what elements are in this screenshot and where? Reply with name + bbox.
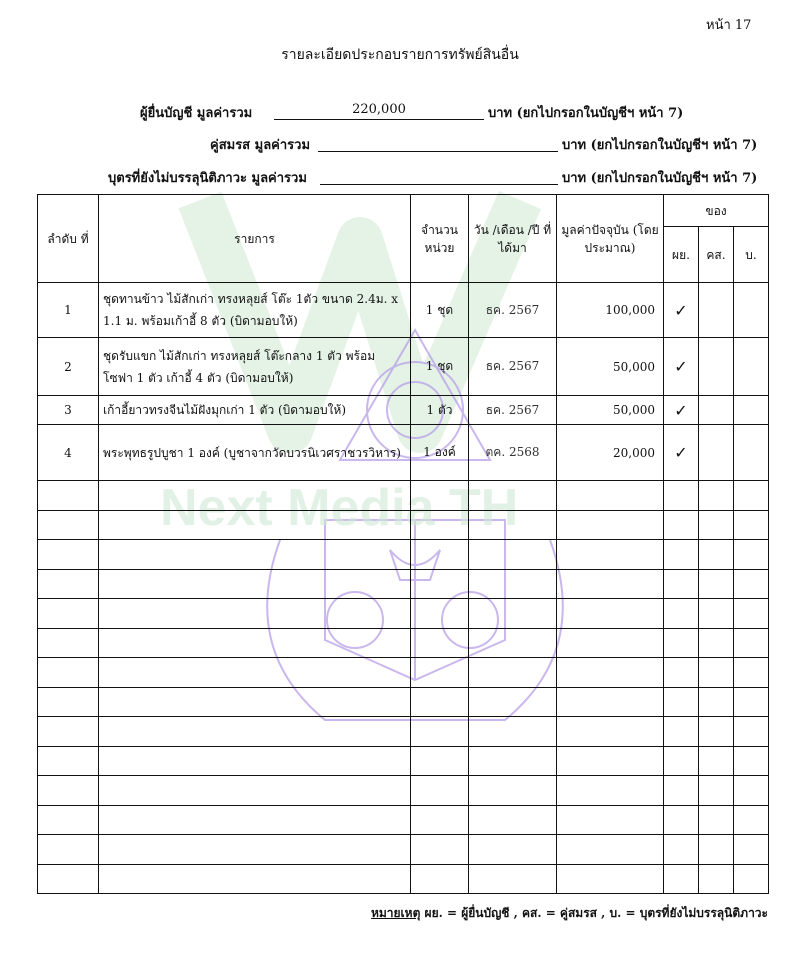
row-date: ธค. 2567 xyxy=(469,396,557,425)
empty-cell xyxy=(699,628,734,658)
empty-cell xyxy=(664,510,699,540)
empty-row xyxy=(38,628,769,658)
empty-cell xyxy=(699,510,734,540)
empty-cell xyxy=(664,746,699,776)
empty-cell xyxy=(699,717,734,747)
empty-cell xyxy=(411,717,469,747)
owner-spouse-cell xyxy=(699,425,734,481)
header-value: มูลค่าปัจจุบัน (โดยประมาณ) xyxy=(557,195,664,283)
row-no: 2 xyxy=(38,338,99,396)
empty-cell xyxy=(99,835,411,865)
empty-cell xyxy=(699,658,734,688)
empty-row xyxy=(38,481,769,511)
row-date: ตค. 2568 xyxy=(469,425,557,481)
row-no: 4 xyxy=(38,425,99,481)
empty-cell xyxy=(411,569,469,599)
row-no: 1 xyxy=(38,283,99,338)
empty-cell xyxy=(38,746,99,776)
document-title: รายละเอียดประกอบรายการทรัพย์สินอื่น xyxy=(281,47,519,63)
empty-cell xyxy=(411,864,469,894)
row-item: เก้าอี้ยาวทรงจีนไม้ฝังมุกเก่า 1 ตัว (บิดามอบให้) xyxy=(99,396,411,425)
empty-cell xyxy=(664,717,699,747)
empty-cell xyxy=(664,569,699,599)
empty-cell xyxy=(99,481,411,511)
empty-cell xyxy=(557,717,664,747)
empty-cell xyxy=(38,658,99,688)
empty-cell xyxy=(699,540,734,570)
empty-cell xyxy=(734,864,769,894)
table-row xyxy=(38,425,769,481)
empty-row xyxy=(38,687,769,717)
empty-cell xyxy=(699,864,734,894)
empty-cell xyxy=(411,628,469,658)
empty-row xyxy=(38,599,769,629)
empty-cell xyxy=(411,510,469,540)
empty-cell xyxy=(411,746,469,776)
empty-cell xyxy=(557,805,664,835)
empty-cell xyxy=(557,658,664,688)
empty-row xyxy=(38,864,769,894)
empty-cell xyxy=(411,658,469,688)
empty-cell xyxy=(734,746,769,776)
check-icon: ✓ xyxy=(664,425,699,481)
empty-cell xyxy=(664,687,699,717)
owner-child-cell xyxy=(734,425,769,481)
owner-spouse-cell xyxy=(699,338,734,396)
empty-cell xyxy=(38,717,99,747)
empty-row xyxy=(38,776,769,806)
empty-cell xyxy=(99,805,411,835)
empty-cell xyxy=(557,540,664,570)
fill-line xyxy=(320,184,558,185)
empty-cell xyxy=(557,599,664,629)
row-date: ธค. 2567 xyxy=(469,338,557,396)
empty-cell xyxy=(734,569,769,599)
empty-cell xyxy=(469,776,557,806)
owner-spouse-cell xyxy=(699,283,734,338)
owner-child-cell xyxy=(734,283,769,338)
footnote xyxy=(371,904,768,923)
row-no: 3 xyxy=(38,396,99,425)
empty-row xyxy=(38,569,769,599)
empty-row xyxy=(38,746,769,776)
empty-cell xyxy=(411,481,469,511)
spouse-total-unit: บาท (ยกไปกรอกในบัญชีฯ หน้า 7) xyxy=(562,138,758,153)
empty-cell xyxy=(99,628,411,658)
empty-cell xyxy=(699,481,734,511)
empty-cell xyxy=(469,540,557,570)
empty-cell xyxy=(664,805,699,835)
empty-row xyxy=(38,805,769,835)
declarant-total-value: 220,000 xyxy=(352,102,406,117)
empty-cell xyxy=(734,540,769,570)
empty-cell xyxy=(664,481,699,511)
empty-cell xyxy=(38,628,99,658)
header-date: วัน /เดือน /ปี ที่ได้มา xyxy=(469,195,557,283)
row-item: ชุดรับแขก ไม้สักเก่า ทรงหลุยส์ โต๊ะกลาง 1 ตัว พร้อม โซฟา 1 ตัว เก้าอี้ 4 ตัว (บิดามอบให้) xyxy=(99,338,411,396)
check-icon: ✓ xyxy=(664,338,699,396)
empty-cell xyxy=(557,687,664,717)
empty-cell xyxy=(734,599,769,629)
row-qty: 1 ชุด xyxy=(411,283,469,338)
asset-table xyxy=(37,194,769,894)
empty-cell xyxy=(469,481,557,511)
empty-cell xyxy=(557,835,664,865)
empty-cell xyxy=(99,658,411,688)
declarant-total-unit: บาท (ยกไปกรอกในบัญชีฯ หน้า 7) xyxy=(488,106,684,121)
empty-cell xyxy=(557,746,664,776)
empty-cell xyxy=(734,776,769,806)
empty-cell xyxy=(411,776,469,806)
empty-cell xyxy=(38,805,99,835)
header-owner: ของ xyxy=(664,195,769,227)
empty-cell xyxy=(664,776,699,806)
empty-cell xyxy=(38,481,99,511)
row-qty: 1 องค์ xyxy=(411,425,469,481)
empty-cell xyxy=(699,776,734,806)
empty-row xyxy=(38,717,769,747)
check-icon: ✓ xyxy=(664,396,699,425)
empty-cell xyxy=(664,658,699,688)
empty-cell xyxy=(469,628,557,658)
empty-cell xyxy=(469,658,557,688)
empty-cell xyxy=(469,746,557,776)
empty-cell xyxy=(38,510,99,540)
empty-cell xyxy=(99,864,411,894)
empty-cell xyxy=(38,540,99,570)
table-row xyxy=(38,338,769,396)
row-value: 100,000 xyxy=(557,283,664,338)
spouse-total-label: คู่สมรส มูลค่ารวม xyxy=(210,138,311,153)
empty-cell xyxy=(469,805,557,835)
empty-cell xyxy=(469,687,557,717)
empty-cell xyxy=(99,687,411,717)
child-total-unit: บาท (ยกไปกรอกในบัญชีฯ หน้า 7) xyxy=(562,171,758,186)
row-item: ชุดทานข้าว ไม้สักเก่า ทรงหลุยส์ โต๊ะ 1ตัว ขนาด 2.4ม. x 1.1 ม. พร้อมเก้าอี้ 8 ตัว (บิดามอบให้) xyxy=(99,283,411,338)
empty-cell xyxy=(99,776,411,806)
empty-cell xyxy=(557,569,664,599)
empty-cell xyxy=(734,805,769,835)
declarant-total-line xyxy=(140,102,780,124)
row-qty: 1 ตัว xyxy=(411,396,469,425)
empty-cell xyxy=(664,835,699,865)
empty-cell xyxy=(557,510,664,540)
declarant-total-label: ผู้ยื่นบัญชี มูลค่ารวม xyxy=(140,106,253,121)
row-value: 50,000 xyxy=(557,396,664,425)
empty-cell xyxy=(699,805,734,835)
empty-cell xyxy=(99,540,411,570)
empty-cell xyxy=(469,599,557,629)
empty-cell xyxy=(469,717,557,747)
footnote-text: ผย. = ผู้ยื่นบัญชี , คส. = คู่สมรส , บ. = บุตรที่ยังไม่บรรลุนิติภาวะ xyxy=(420,906,768,920)
empty-row xyxy=(38,510,769,540)
footnote-heading: หมายเหตุ xyxy=(370,906,421,920)
empty-cell xyxy=(411,687,469,717)
empty-cell xyxy=(38,569,99,599)
empty-cell xyxy=(557,776,664,806)
empty-cell xyxy=(557,628,664,658)
empty-row xyxy=(38,658,769,688)
empty-cell xyxy=(664,628,699,658)
empty-cell xyxy=(699,599,734,629)
header-owner-declarant: ผย. xyxy=(664,227,699,283)
watermark-text: Next Media TH xyxy=(160,479,519,537)
empty-cell xyxy=(99,599,411,629)
empty-cell xyxy=(411,599,469,629)
fill-line xyxy=(274,119,484,120)
empty-cell xyxy=(699,835,734,865)
empty-cell xyxy=(99,510,411,540)
empty-cell xyxy=(469,510,557,540)
empty-cell xyxy=(699,569,734,599)
header-no: ลำดับ ที่ xyxy=(38,195,99,283)
empty-cell xyxy=(99,569,411,599)
empty-cell xyxy=(664,540,699,570)
empty-cell xyxy=(469,835,557,865)
check-icon: ✓ xyxy=(664,283,699,338)
empty-cell xyxy=(99,746,411,776)
header-qty: จำนวน หน่วย xyxy=(411,195,469,283)
empty-cell xyxy=(38,599,99,629)
empty-cell xyxy=(38,835,99,865)
empty-cell xyxy=(734,687,769,717)
owner-child-cell xyxy=(734,396,769,425)
empty-cell xyxy=(99,717,411,747)
empty-cell xyxy=(734,628,769,658)
empty-cell xyxy=(38,776,99,806)
empty-cell xyxy=(411,835,469,865)
header-item: รายการ xyxy=(99,195,411,283)
empty-row xyxy=(38,835,769,865)
empty-cell xyxy=(664,864,699,894)
asset-rows xyxy=(38,283,769,894)
header-owner-child: บ. xyxy=(734,227,769,283)
page-number: หน้า 17 xyxy=(706,18,752,33)
table-row xyxy=(38,396,769,425)
empty-cell xyxy=(734,717,769,747)
empty-cell xyxy=(557,481,664,511)
owner-child-cell xyxy=(734,338,769,396)
row-value: 50,000 xyxy=(557,338,664,396)
row-value: 20,000 xyxy=(557,425,664,481)
empty-cell xyxy=(411,805,469,835)
empty-cell xyxy=(38,687,99,717)
row-item: พระพุทธรูปบูชา 1 องค์ (บูชาจากวัดบวรนิเวศราชวรวิหาร) xyxy=(99,425,411,481)
empty-cell xyxy=(699,746,734,776)
owner-spouse-cell xyxy=(699,396,734,425)
header-owner-spouse: คส. xyxy=(699,227,734,283)
fill-line xyxy=(318,151,558,152)
table-row xyxy=(38,283,769,338)
empty-cell xyxy=(699,687,734,717)
empty-row xyxy=(38,540,769,570)
empty-cell xyxy=(469,569,557,599)
child-total-label: บุตรที่ยังไม่บรรลุนิติภาวะ มูลค่ารวม xyxy=(108,171,307,186)
row-qty: 1 ชุด xyxy=(411,338,469,396)
child-total-line xyxy=(108,167,780,189)
spouse-total-line xyxy=(210,134,780,156)
empty-cell xyxy=(734,835,769,865)
empty-cell xyxy=(664,599,699,629)
empty-cell xyxy=(734,658,769,688)
empty-cell xyxy=(469,864,557,894)
empty-cell xyxy=(38,864,99,894)
empty-cell xyxy=(734,481,769,511)
empty-cell xyxy=(411,540,469,570)
empty-cell xyxy=(557,864,664,894)
row-date: ธค. 2567 xyxy=(469,283,557,338)
empty-cell xyxy=(734,510,769,540)
